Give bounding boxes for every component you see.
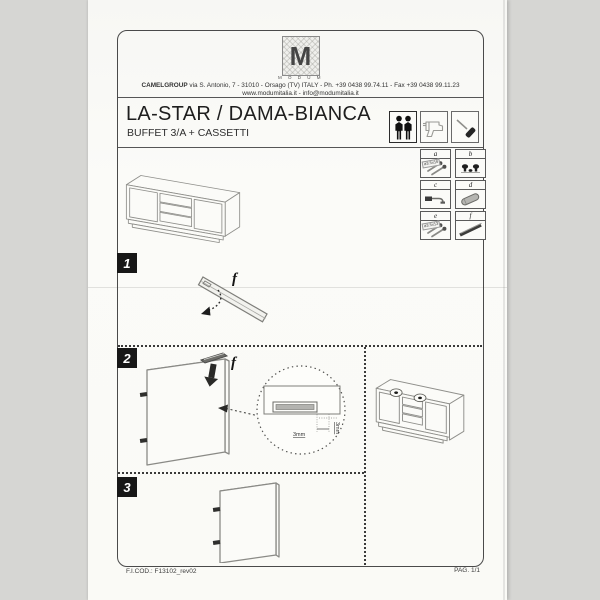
step-3-badge [117,477,137,497]
step-divider-1 [118,345,482,347]
part-letter: c [421,181,450,190]
page-frame [117,30,484,567]
buffet-overview-drawing [122,161,248,244]
rail-strip-icon [456,221,485,239]
part-letter: b [456,150,485,159]
drill-icon [420,111,448,143]
part-letter: f [456,212,485,221]
hinge-pins [213,507,220,545]
hardware-parts-grid [420,149,486,240]
buffet-with-rails-drawing [372,366,476,452]
part-cell-d [455,180,486,209]
part-f-label: f [231,355,236,371]
step-1-rail-drawing [192,268,287,330]
step-divider-2 [118,472,364,474]
part-cell-e [420,211,451,240]
part-letter: a [421,150,450,159]
hinge-pins [140,392,147,443]
company-name: CAMELGROUP [141,82,188,89]
step-number: 2 [123,350,131,366]
page-title: LA-STAR / DAMA-BIANCA [126,103,371,125]
step-number: 1 [123,255,131,271]
drill-glyph [422,113,446,141]
modum-logo [282,36,320,76]
part-cell-a [420,149,451,178]
company-address: via S. Antonio, 7 - 31010 - Orsago (TV) ITALY - Ph. +39 0438 99.74.11 - Fax +39 0438 99.11.23 [187,82,460,89]
company-website-line: www.modumitalia.it - info@modumitalia.it [242,90,359,97]
step-2-badge [117,348,137,368]
screw-size-tag: ø3.5x13 [422,220,441,230]
page-indicator: PAG. 1/1 [454,567,480,574]
part-cell-f [455,211,486,240]
step-1-badge [117,253,137,273]
part-cell-c [420,180,451,209]
screw-size-tag: ø3.5x16 [422,158,441,168]
part-cell-b [455,149,486,178]
step-2-door-and-detail-drawing [137,352,365,468]
bracket-icon [421,190,450,208]
part-f-label: f [232,271,237,287]
screwdriver-glyph [453,113,477,141]
company-address-line [118,82,483,89]
dimension-horizontal: 3mm [293,432,306,438]
dimension-vertical: 3mm [334,422,340,435]
dowel-icon [456,190,485,208]
page-subtitle: BUFFET 3/A + CASSETTI [127,127,250,139]
door-panel [220,483,279,563]
part-letter: d [456,181,485,190]
required-tools-strip [389,111,479,143]
magnified-edge-detail [257,366,345,454]
paper-crease-vertical [503,0,505,600]
part-letter: e [421,212,450,221]
step-3-door-drawing [212,478,297,563]
document-code: F.I.COD.: F13102_rev02 [126,568,197,575]
arrow-head [201,307,211,316]
two-people-glyph [392,114,415,141]
hinge-caps-icon [456,159,485,177]
header-divider [118,97,483,98]
logo-letter: M [289,41,312,71]
logo-wordmark: M O D U M [278,75,323,80]
title-divider [118,147,483,148]
step-number: 3 [123,479,131,495]
screwdriver-icon [451,111,479,143]
door-panel [147,359,229,465]
two-people-icon [389,111,417,143]
